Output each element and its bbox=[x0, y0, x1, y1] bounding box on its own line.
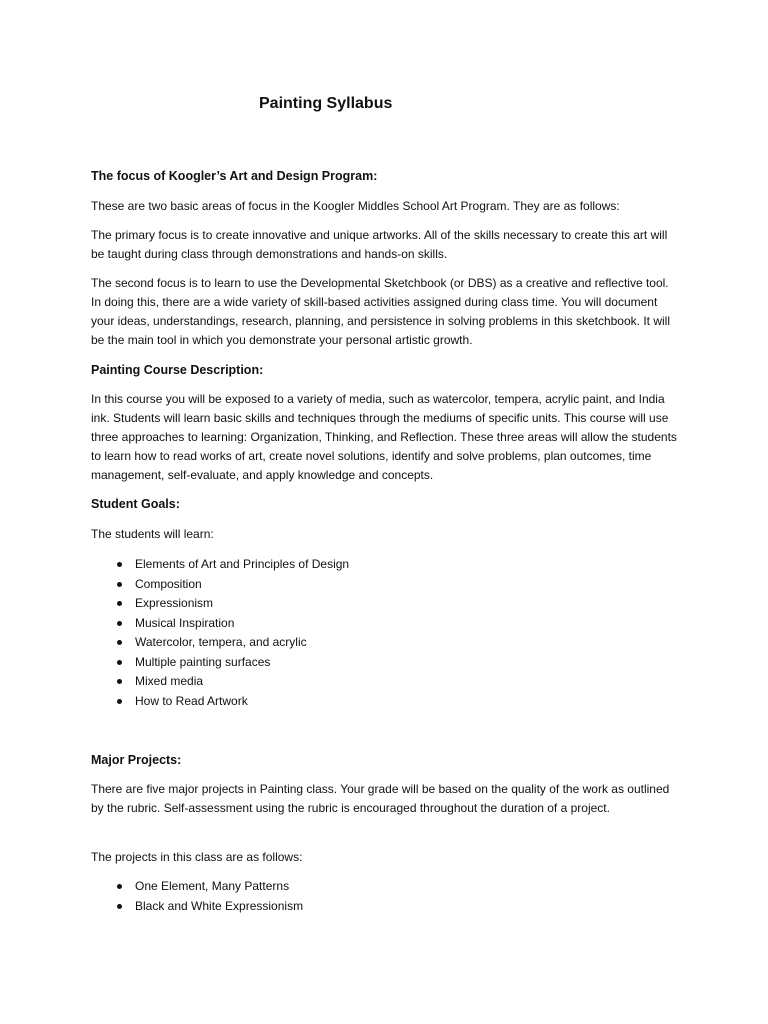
student-goals-intro: The students will learn: bbox=[91, 527, 214, 541]
projects-list bbox=[91, 877, 303, 916]
bullet-icon bbox=[117, 621, 122, 626]
list-item: Multiple painting surfaces bbox=[91, 653, 349, 673]
list-item: Musical Inspiration bbox=[91, 614, 349, 634]
bullet-icon bbox=[117, 904, 122, 909]
focus-intro: These are two basic areas of focus in the Koogler Middles School Art Program. They are as follows: bbox=[91, 199, 620, 213]
list-item: Elements of Art and Principles of Design bbox=[91, 555, 349, 575]
major-projects-heading: Major Projects: bbox=[91, 753, 182, 767]
bullet-icon bbox=[117, 884, 122, 889]
bullet-icon bbox=[117, 601, 122, 606]
student-goals-list bbox=[91, 555, 349, 711]
bullet-icon bbox=[117, 582, 122, 587]
course-description-heading: Painting Course Description: bbox=[91, 363, 264, 377]
projects-intro: The projects in this class are as follows: bbox=[91, 850, 303, 864]
list-item: Expressionism bbox=[91, 594, 349, 614]
bullet-icon bbox=[117, 640, 122, 645]
list-item: One Element, Many Patterns bbox=[91, 877, 303, 897]
bullet-icon bbox=[117, 660, 122, 665]
bullet-icon bbox=[117, 699, 122, 704]
course-description-paragraph: In this course you will be exposed to a variety of media, such as watercolor, tempera, acrylic paint, and India ink. Students will learn basic skills and techniques through the mediums of specific units. This course will use three approaches to learning: Organization, Thinking, and Reflection. These three areas will allow the students to learn how to read works of art, create novel solutions, identify and solve problems, plan outcomes, time management, self-evaluate, and apply knowledge and concepts. bbox=[91, 392, 677, 482]
bullet-icon bbox=[117, 679, 122, 684]
student-goals-heading: Student Goals: bbox=[91, 497, 180, 511]
bullet-icon bbox=[117, 562, 122, 567]
list-item: Black and White Expressionism bbox=[91, 897, 303, 917]
list-item: Composition bbox=[91, 575, 349, 595]
page-title: Painting Syllabus bbox=[259, 95, 393, 112]
focus-second-paragraph: The second focus is to learn to use the Developmental Sketchbook (or DBS) as a creative and reflective tool. In doing this, there are a wide variety of skill-based activities assigned during class time. You will document your ideas, understandings, research, planning, and persistence in solving problems in this sketchbook. It will be the main tool in which you demonstrate your personal artistic growth. bbox=[91, 276, 670, 347]
focus-primary-paragraph: The primary focus is to create innovative and unique artworks. All of the skills necessary to create this art will be taught during class through demonstrations and hands-on skills. bbox=[91, 228, 668, 261]
list-item: Mixed media bbox=[91, 672, 349, 692]
list-item: Watercolor, tempera, and acrylic bbox=[91, 633, 349, 653]
list-item: How to Read Artwork bbox=[91, 692, 349, 712]
major-projects-paragraph: There are five major projects in Painting class. Your grade will be based on the quality of the work as outlined by the rubric. Self-assessment using the rubric is encouraged throughout the duration of a project. bbox=[91, 782, 670, 815]
focus-heading: The focus of Koogler’s Art and Design Program: bbox=[91, 169, 378, 183]
